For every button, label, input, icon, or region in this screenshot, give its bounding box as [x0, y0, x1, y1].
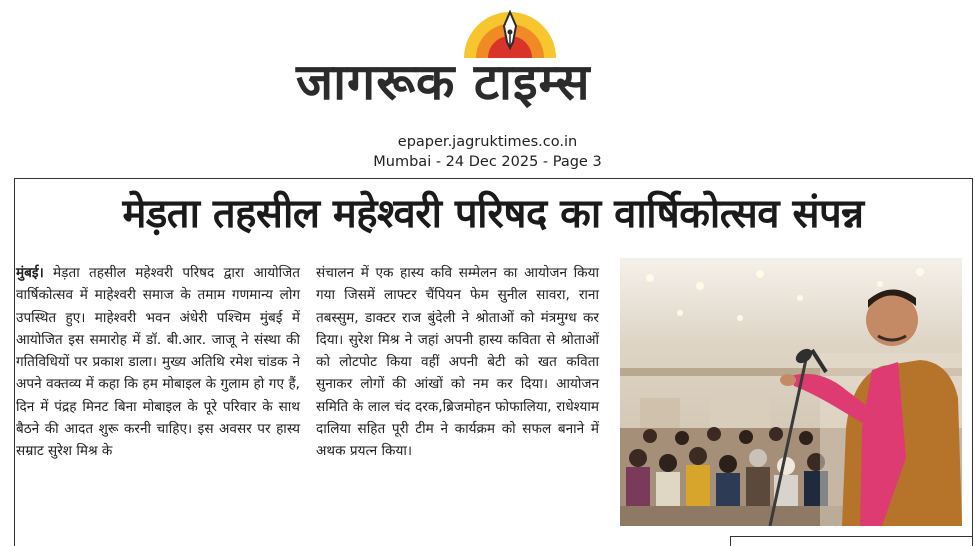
article-column-1-text: मेड़ता तहसील महेश्वरी परिषद द्वारा आयोजित वार्षिकोत्सव में माहेश्वरी समाज के तमाम गणमान्य लोग उपस्थित हुए। माहेश्वरी भवन अंधेरी पश्चिम मुंबई में आयोजित इस समारोह में डॉ. बी.आर. जाजू ने संस्था की गतिविधियों पर प्रकाश डाला। मुख्य अतिथि रमेश चांडक ने अपने वक्तव्य में कहा कि हम मोबाइल के गुलाम हो गए हैं, दिन में पंद्रह मिनट बिना मोबाइल के पूरे परिवार के साथ बैठने की आदत शुरू करनी चाहिए। इस अवसर पर हास्य सम्राट सुरेश मिश्र के: [16, 265, 300, 460]
article-column-2: संचालन में एक हास्य कवि सम्मेलन का आयोजन किया गया जिसमें लाफ्टर चैंपियन फेम सुनील सावरा, राना तबस्सुम, डाक्टर राज बुंदेली ने श्रोताओं को मंत्रमुग्ध कर दिया। सुरेश मिश्र ने जहां अपनी हास्य कविता से श्रोताओं को लोटपोट किया वहीं अपनी बेटी को खत कविता सुनाकर लोगों की आंखों को नम कर दिया। आयोजन समिति के लाल चंद दरक,ब्रिजमोहन फोफालिया, राधेश्याम दालिया सहित पूरी टीम ने कार्यक्रम को सफल बनाने में अथक प्रयत्न किया।: [316, 265, 599, 460]
website-url: epaper.jagruktimes.co.in: [397, 134, 578, 150]
article-column-1: [16, 262, 300, 463]
event-photo: [620, 258, 962, 526]
article-right-border: [972, 178, 973, 546]
bottom-divider-vertical: [730, 536, 731, 546]
article-headline: मेड़ता तहसील महेश्वरी परिषद का वार्षिकोत्सव संपन्न: [122, 191, 864, 237]
masthead: [0, 0, 975, 120]
bottom-divider: [730, 536, 972, 537]
edition-info: [300, 132, 675, 172]
article-dateline: मुंबई।: [16, 265, 44, 281]
article-top-border: [14, 178, 972, 179]
edition-line: Mumbai - 24 Dec 2025 - Page 3: [373, 154, 602, 170]
masthead-title: जागरूक टाइम्स: [296, 53, 591, 111]
